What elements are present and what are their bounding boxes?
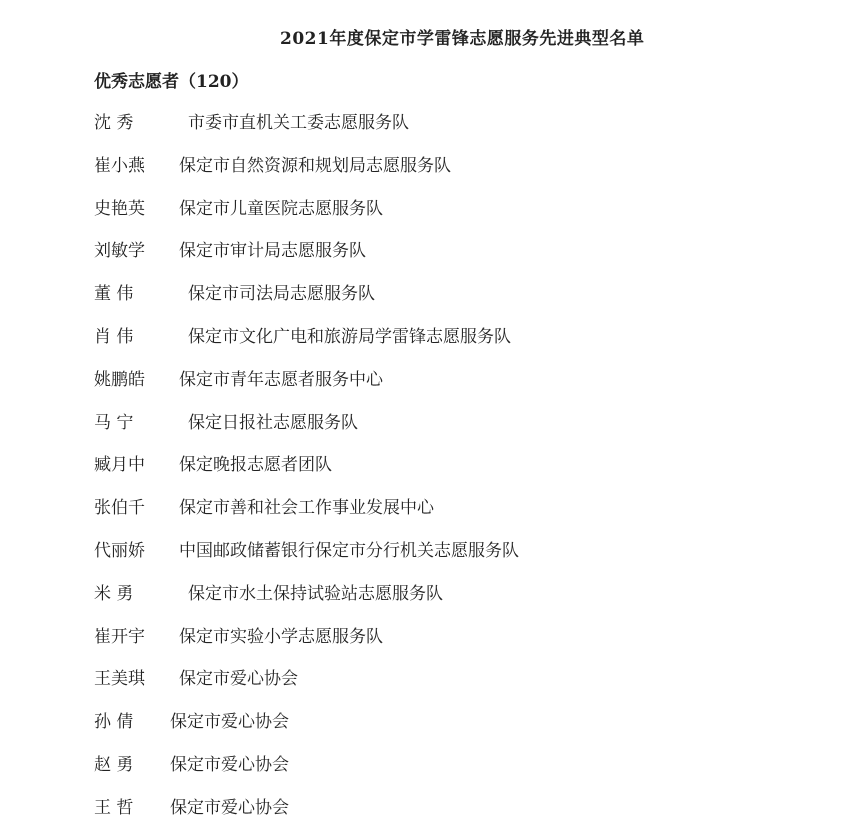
volunteer-organization: 市委市直机关工委志愿服务队 [188, 113, 409, 133]
document-title: 2021年度保定市学雷锋志愿服务先进典型名单 [280, 29, 645, 49]
volunteer-organization: 保定市青年志愿者服务中心 [179, 369, 383, 390]
volunteer-organization: 保定市审计局志愿服务队 [179, 241, 366, 262]
volunteer-name: 代丽娇 [94, 540, 145, 561]
volunteer-organization: 保定市水土保持试验站志愿服务队 [188, 583, 443, 604]
volunteer-name: 王美琪 [94, 669, 145, 690]
volunteer-organization: 保定日报社志愿服务队 [188, 412, 358, 433]
volunteer-name: 肖 伟 [94, 326, 134, 347]
volunteer-name: 姚鹏皓 [94, 369, 145, 390]
volunteer-name: 崔小燕 [94, 155, 145, 176]
section-heading: 优秀志愿者（120） [94, 72, 249, 92]
volunteer-name: 米 勇 [94, 583, 134, 604]
volunteer-organization: 保定市爱心协会 [170, 754, 289, 775]
volunteer-name: 崔开宇 [94, 626, 145, 647]
volunteer-name: 王 哲 [94, 797, 134, 818]
volunteer-name: 张伯千 [94, 498, 145, 519]
volunteer-organization: 保定市自然资源和规划局志愿服务队 [179, 155, 451, 176]
volunteer-organization: 保定市司法局志愿服务队 [188, 284, 375, 305]
volunteer-organization: 保定市爱心协会 [170, 797, 289, 818]
volunteer-name: 赵 勇 [94, 754, 134, 775]
volunteer-organization: 保定晚报志愿者团队 [179, 455, 332, 476]
volunteer-organization: 保定市实验小学志愿服务队 [179, 626, 383, 647]
volunteer-name: 孙 倩 [94, 712, 134, 733]
volunteer-name: 臧月中 [94, 455, 145, 476]
volunteer-name: 马 宁 [94, 412, 134, 433]
volunteer-organization: 保定市儿童医院志愿服务队 [179, 198, 383, 219]
volunteer-organization: 保定市爱心协会 [170, 712, 289, 733]
volunteer-organization: 中国邮政储蓄银行保定市分行机关志愿服务队 [179, 540, 519, 561]
volunteer-name: 沈 秀 [94, 113, 134, 133]
volunteer-organization: 保定市善和社会工作事业发展中心 [179, 498, 434, 519]
volunteer-name: 董 伟 [94, 284, 134, 305]
volunteer-name: 史艳英 [94, 198, 145, 219]
volunteer-organization: 保定市文化广电和旅游局学雷锋志愿服务队 [188, 326, 511, 347]
volunteer-organization: 保定市爱心协会 [179, 669, 298, 690]
volunteer-name: 刘敏学 [94, 241, 145, 262]
